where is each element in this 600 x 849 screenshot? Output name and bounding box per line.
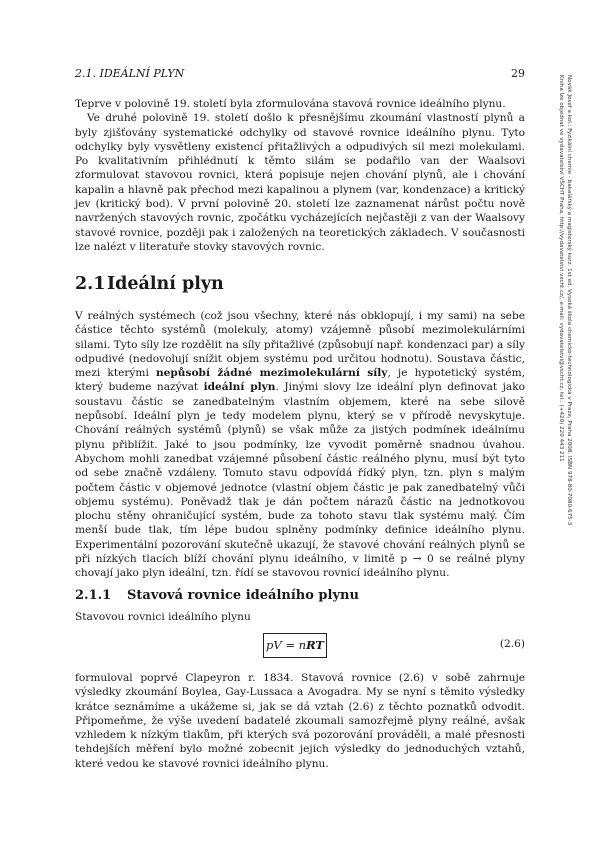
text-run: V reálných systémech (což jsou všechny, které nás obklopují, i my sami) na sebe částice těchto systémů (molekuly, atomy) vzájemně působí mezimolekulárními silami. Tyto síly lze rozdělit na síly přitažlivé (způsobují např. kondenzaci par) a síly odpudivé (nedovolují snížit objem systému pod určitou hodnotu). Soustava částic, mezi kterými <box>75 310 525 380</box>
equation-n: n <box>298 638 307 652</box>
intro-paragraph-1: Teprve v polovině 19. století byla zformulována stavová rovnice ideálního plynu. <box>75 98 506 110</box>
bold-term-no-forces: nepůsobí žádné mezimolekulární síly <box>155 367 388 380</box>
subsection-number: 2.1.1 <box>75 588 112 603</box>
section-title: Ideální plyn <box>107 274 224 294</box>
header-section-title: 2.1. IDEÁLNÍ PLYN <box>75 67 185 80</box>
subsection-heading <box>75 588 359 603</box>
lead-line: Stavovou rovnici ideálního plynu <box>75 611 251 623</box>
text-run: , je hypotetický systém, který budeme nazývat <box>75 367 525 394</box>
bold-term-ideal-gas: ideální plyn <box>203 381 276 394</box>
citation-line-2: Kniha lze objednat ve vydavatelství VŠCHT Praha, http://vydavatelstvi.vscht.cz/, e-mail: vydavatelstvi@vscht.cz, tel.: (+420) 220 443 211 <box>558 75 564 462</box>
equation-equals: = <box>281 638 299 652</box>
equation-block <box>75 633 525 659</box>
section-number: 2.1 <box>75 274 106 294</box>
intro-text <box>75 97 525 254</box>
side-citation <box>528 75 573 595</box>
intro-paragraph-2: Ve druhé polovině 19. století došlo k přesnějšímu zkoumání vlastností plynů a byly zjišťovány systematické odchylky od stavové rovnice ideálního plynu. Tyto odchylky byly vysvětleny existencí přitažlivých a odpudivých sil mezi molekulami. Po kvalitativním přihlédnutí k těmto silám se podařilo van der Waalsovi zformulovat stavovou rovnici, která popisuje nejen chování plynů, ale i chování kapalin a hlavně pak přechod mezi kapalinou a plynem (var, kondenzace) a kritický jev (kritický bod). V první polovině 20. století lze zaznamenat nárůst počtu nově navržených stavových rovnic, zpočátku vycházejících nejčastěji z van der Waalsovy stavové rovnice, později pak i založených na teoretických základech. V současnosti lze nalézt v literatuře stovky stavových rovnic. <box>75 112 525 253</box>
section-heading <box>75 274 224 294</box>
running-header <box>75 67 525 81</box>
citation-line-1: Novák Josef a kol.: Fyzikální chemie - bakalářský a magisterský kurz. 1st ed. Vysoká škola chemicko-technologická v Praze, Praha 2008. ISBN 978-80-7080-675-3 <box>566 75 572 526</box>
section-paragraph <box>75 309 525 581</box>
subsection-lead <box>75 610 525 624</box>
equation-number: (2.6) <box>499 638 525 650</box>
subsection-body <box>75 671 525 771</box>
equation-RT: RT <box>306 638 324 652</box>
subsection-title: Stavová rovnice ideálního plynu <box>127 588 359 603</box>
after-equation-paragraph: formuloval poprvé Clapeyron r. 1834. Stavová rovnice (2.6) v sobě zahrnuje výsledky zkoumání Boylea, Gay-Lussaca a Avogadra. My se nyní s těmito výsledky krátce seznámíme a ukážeme si, jak se dá vztah (2.6) z těchto poznatků odvodit. Připomeňme, že výše uvedení badatelé zkoumali samozřejmě plyny reálné, avšak vzhledem k nízkým tlakům, při kterých svá pozorování prováděli, a malé přesnosti tehdejších měření bylo možné zobecnit jejich výsledky do jednoduchých vztahů, které vedou ke stavové rovnici ideálního plynu. <box>75 672 525 770</box>
boxed-equation <box>263 633 327 658</box>
section-body <box>75 309 525 581</box>
equation-lhs: pV <box>266 638 282 652</box>
text-run: . Jinými slovy lze ideální plyn definovat jako soustavu částic se zanedbatelným vlastním objemem, které na sebe silově nepůsobí. Ideální plyn je tedy modelem plynu, který se v přírodě nevyskytuje. Chování reálných systémů (plynů) se však může za jistých podmínek ideálnímu plynu přiblížit. Jaké to jsou podmínky, lze vyvodit poměrně snadnou úvahou. Abychom mohli zanedbat vzájemné působení částic reálného plynu, musí být tyto od sebe značně vzdáleny. Tomuto stavu odpovídá řídký plyn, tzn. plyn s malým počtem částic v objemové jednotce (vlastní objem částic je pak zanedbatelný vůči objemu systému). Poněvadž tlak je dán počtem nárazů částic na jednotkovou plochu stěny ohraničující systém, bude za tohoto stavu tlak systému malý. Čím menší bude tlak, tím lépe budou splněny podmínky definice ideálního plynu. Experimentální pozorování skutečně ukazují, že stavové chování reálných plynů se při nízkých tlacích blíží chování plynu ideálního, v limitě p → 0 se reálné plyny chovají jako plyn ideální, tzn. řídí se stavovou rovnicí ideálního plynu. <box>75 381 525 580</box>
page-number: 29 <box>511 67 525 80</box>
